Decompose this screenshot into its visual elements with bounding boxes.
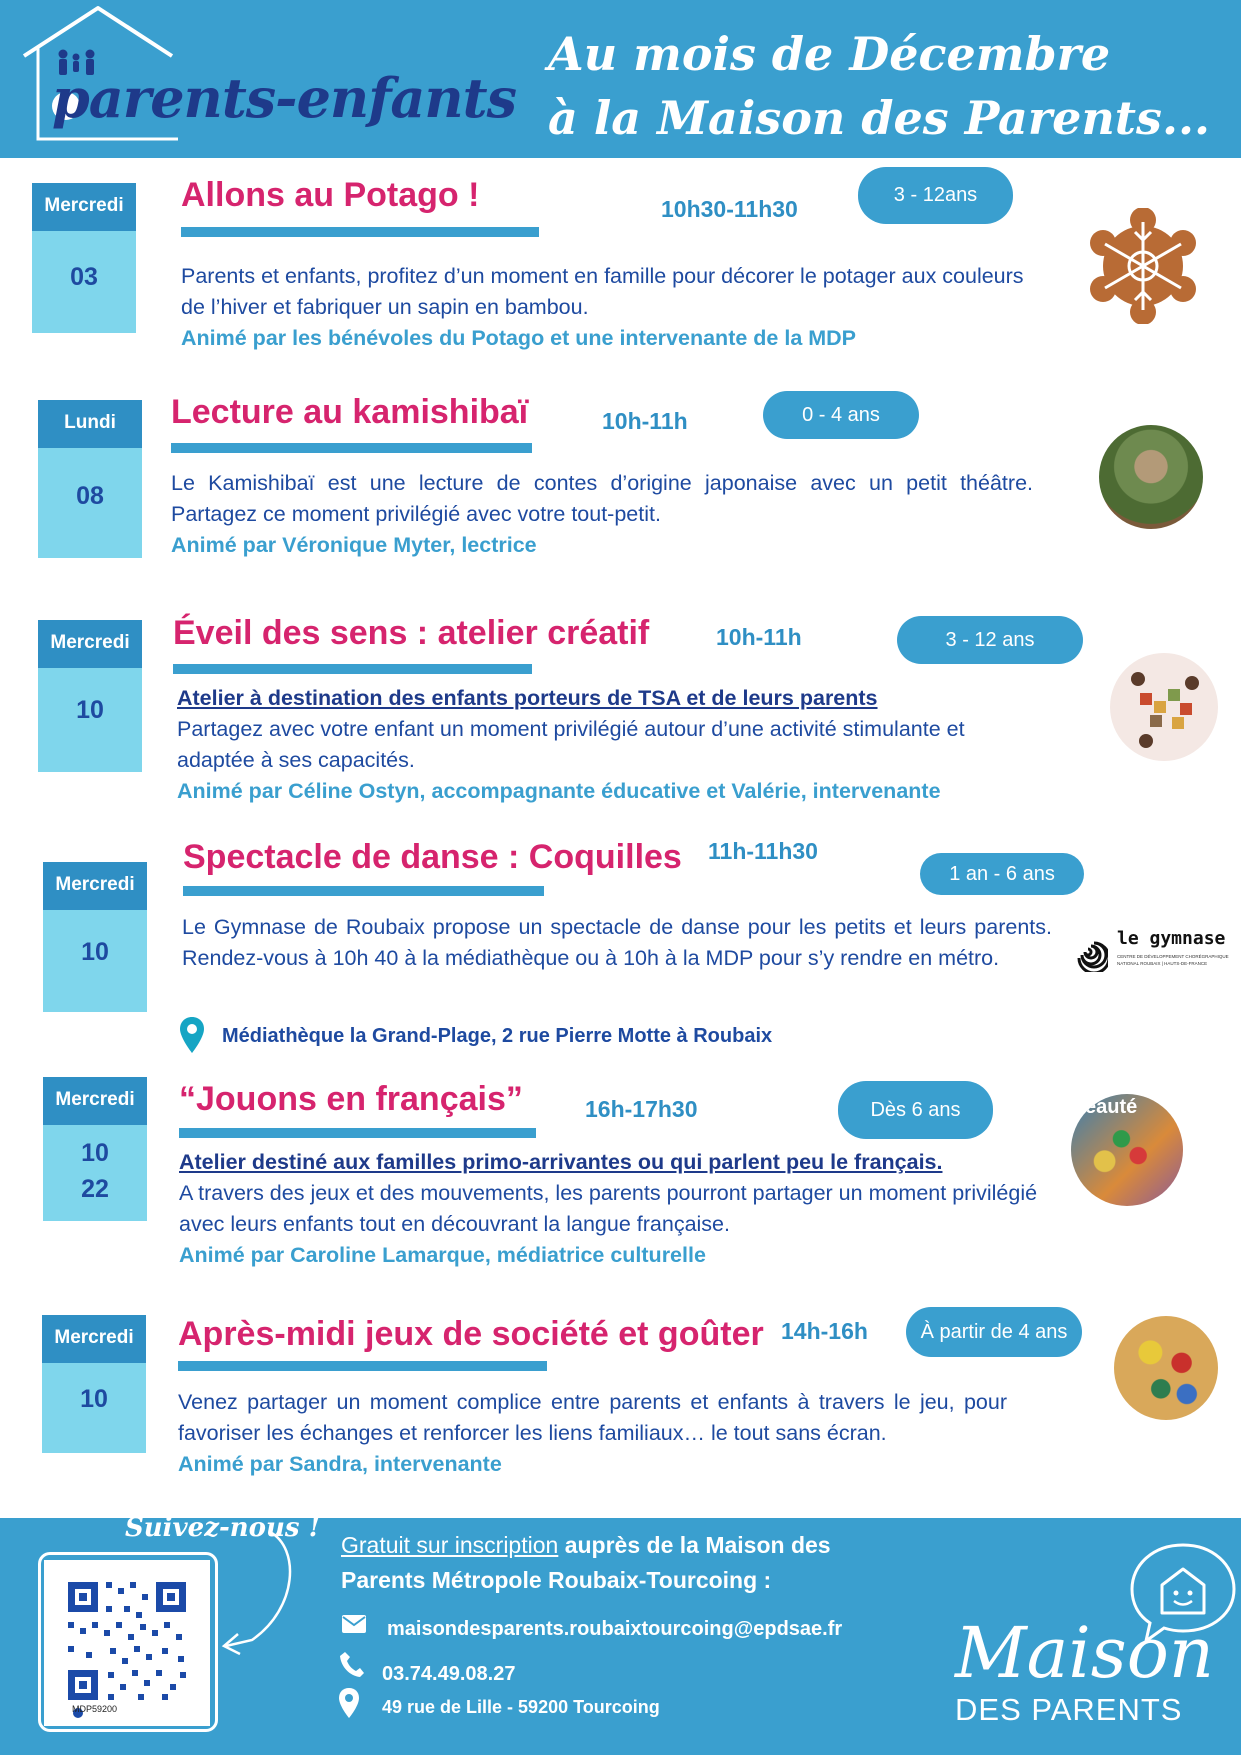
free-registration-label: Gratuit sur inscription <box>341 1532 559 1558</box>
title-underline-bar <box>171 443 532 453</box>
gymnase-logo <box>1066 926 1241 978</box>
event-description: Parents et enfants, profitez d’un moment en famille pour décorer le potager aux couleurs de l’hiver et fabriquer un sapin en bambou. Animé par les bénévoles du Potago et une intervenante de la MDP <box>181 261 1031 354</box>
follow-us-label: Suivez-nous ! <box>125 1513 321 1543</box>
kamishibai-photo <box>1099 425 1203 529</box>
location-pin-icon <box>179 1016 205 1054</box>
event-time: 10h30-11h30 <box>661 196 798 222</box>
gymnase-logo-subtext: CENTRE DE DÉVELOPPEMENT CHORÉGRAPHIQUE NATIONAL ROUBAIX | HAUTS-DE-FRANCE <box>1117 954 1229 966</box>
event-description: Le Kamishibaï est une lecture de contes d’origine japonaise avec un petit théâtre. Partagez ce moment privilégié avec votre tout-petit. Animé par Véronique Myter, lectrice <box>171 468 1033 561</box>
title-line-1: Au mois de Décembre <box>548 27 1111 81</box>
title-underline-bar <box>179 1128 536 1138</box>
title-underline-bar <box>173 664 532 674</box>
address: 49 rue de Lille - 59200 Tourcoing <box>382 1697 660 1717</box>
event-animator: Animé par Caroline Lamarque, médiatrice culturelle <box>179 1243 706 1267</box>
title-underline-bar <box>178 1361 547 1371</box>
gingerbread-snowflake-icon <box>1085 208 1201 324</box>
qr-code[interactable] <box>44 1560 210 1726</box>
photo-overlay-text: eauté <box>1085 1096 1138 1118</box>
event-location: Médiathèque la Grand-Plage, 2 rue Pierre Motte à Roubaix <box>222 1025 773 1047</box>
des-parents-logo-text: DES PARENTS <box>955 1692 1183 1727</box>
registration-info: Gratuit sur inscription auprès de la Maison des Parents Métropole Roubaix-Tourcoing : <box>341 1532 831 1593</box>
date-day: Mercredi <box>38 620 142 668</box>
arrow-icon <box>212 1528 302 1660</box>
date-badge <box>43 1077 147 1221</box>
event-time: 11h-11h30 <box>708 838 818 864</box>
event-description: Atelier à destination des enfants porteurs de TSA et de leurs parents Partagez avec votre enfant un moment privilégié autour d’une activité stimulante et adaptée à ses capacités. Animé par Céline Ostyn, accompagnante éducative et Valérie, intervenante <box>177 683 977 807</box>
date-number: 10 <box>81 938 109 966</box>
date-day: Mercredi <box>43 1077 147 1125</box>
qr-code-icon <box>44 1560 210 1726</box>
event-animator: Animé par Sandra, intervenante <box>178 1452 502 1476</box>
date-badge <box>42 1315 146 1453</box>
event-subtitle: Atelier destiné aux familles primo-arrivantes ou qui parlent peu le français. <box>179 1150 943 1174</box>
date-day: Mercredi <box>43 862 147 910</box>
date-badge <box>43 862 147 1012</box>
children-playing-icon <box>1110 653 1218 761</box>
board-game-pieces-photo <box>1114 1316 1218 1420</box>
event-title: Allons au Potago ! <box>181 176 480 214</box>
event-description: Venez partager un moment complice entre parents et enfants à travers le jeu, pour favoriser les échanges et renforcer les liens familiaux… le tout sans écran. Animé par Sandra, intervenante <box>178 1387 1007 1480</box>
event-title: Lecture au kamishibaï <box>171 393 529 431</box>
event-title: Après-midi jeux de société et goûter <box>178 1315 764 1353</box>
email-link[interactable]: maisondesparents.roubaixtourcoing@epdsae.fr <box>387 1618 843 1640</box>
event-time: 10h-11h <box>716 624 802 650</box>
phone-icon <box>340 1651 364 1677</box>
age-badge: 1 an - 6 ans <box>920 853 1084 895</box>
phone-number[interactable]: 03.74.49.08.27 <box>382 1663 516 1685</box>
date-badge <box>38 400 142 558</box>
date-day: Mercredi <box>32 183 136 231</box>
location-pin-icon <box>338 1687 360 1719</box>
event-animator: Animé par les bénévoles du Potago et une intervenante de la MDP <box>181 326 857 350</box>
event-time: 10h-11h <box>602 408 688 434</box>
age-badge: À partir de 4 ans <box>906 1307 1082 1357</box>
date-number: 22 <box>81 1175 109 1203</box>
date-number: 10 <box>80 1385 108 1413</box>
event-time: 14h-16h <box>781 1318 868 1344</box>
event-title: “Jouons en français” <box>179 1080 523 1118</box>
age-badge: 3 - 12ans <box>858 167 1013 224</box>
logo-text: parents-enfants <box>52 66 517 130</box>
date-number: 10 <box>76 696 104 724</box>
event-animator: Animé par Véronique Myter, lectrice <box>171 533 537 557</box>
date-badge <box>32 183 136 333</box>
email-icon <box>341 1614 367 1634</box>
title-underline-bar <box>181 227 539 237</box>
date-number: 10 <box>81 1139 109 1167</box>
event-subtitle: Atelier à destination des enfants porteurs de TSA et de leurs parents <box>177 686 878 710</box>
page-title <box>548 22 1210 150</box>
age-badge: Dès 6 ans <box>838 1081 993 1139</box>
event-time: 16h-17h30 <box>585 1096 698 1122</box>
spiral-logo-icon <box>1068 932 1108 972</box>
title-underline-bar <box>183 886 544 896</box>
title-line-2: à la Maison des Parents... <box>548 91 1210 145</box>
gymnase-logo-text: le gymnase <box>1117 928 1226 949</box>
qr-caption: MDP59200 <box>72 1704 118 1714</box>
date-badge <box>38 620 142 772</box>
maison-logo-text: Maison <box>955 1612 1214 1694</box>
event-animator: Animé par Céline Ostyn, accompagnante éducative et Valérie, intervenante <box>177 779 941 803</box>
age-badge: 0 - 4 ans <box>763 391 919 439</box>
creative-workshop-illustration <box>1110 653 1218 761</box>
date-number: 08 <box>76 482 104 510</box>
event-title: Spectacle de danse : Coquilles <box>183 838 682 876</box>
event-description: Le Gymnase de Roubaix propose un spectacle de danse pour les petits et leurs parents. Rendez-vous à 10h 40 à la médiathèque ou à 10h à la MDP pour s’y rendre en métro. <box>182 915 1052 970</box>
date-day: Mercredi <box>42 1315 146 1363</box>
date-number: 03 <box>70 263 98 291</box>
age-badge: 3 - 12 ans <box>897 616 1083 664</box>
date-day: Lundi <box>38 400 142 448</box>
event-title: Éveil des sens : atelier créatif <box>173 614 650 652</box>
board-game-photo <box>1071 1094 1183 1206</box>
event-description: Atelier destiné aux familles primo-arrivantes ou qui parlent peu le français. A travers des jeux et des mouvements, les parents pourront partager un moment privilégié avec leurs enfants tout en découvrant la langue française. Animé par Caroline Lamarque, médiatrice culturelle <box>179 1147 1039 1271</box>
